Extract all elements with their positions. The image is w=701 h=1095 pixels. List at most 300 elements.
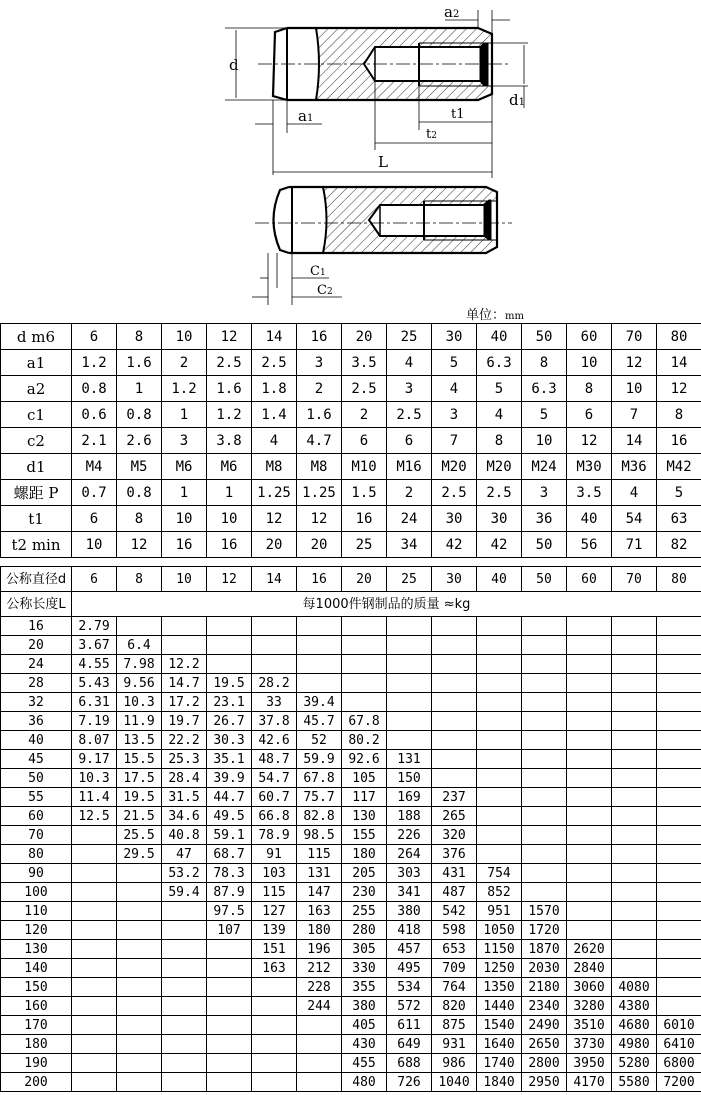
mass-cell [477, 750, 522, 769]
mass-cell [477, 693, 522, 712]
table-cell: M20 [432, 454, 477, 480]
mass-cell: 1150 [477, 940, 522, 959]
mass-cell [567, 731, 612, 750]
mass-cell: 7.19 [72, 712, 117, 731]
size-header-cell: 60 [567, 324, 612, 350]
mass-cell [117, 1054, 162, 1073]
mass-cell: 542 [432, 902, 477, 921]
table-cell: 10 [162, 506, 207, 532]
mass-cell [117, 997, 162, 1016]
mass-cell [117, 617, 162, 636]
mass-cell [207, 1016, 252, 1035]
table-cell: 6 [72, 506, 117, 532]
size-header-cell: 20 [342, 567, 387, 592]
mass-cell: 37.8 [252, 712, 297, 731]
mass-cell: 598 [432, 921, 477, 940]
table-cell: 5 [432, 350, 477, 376]
table-cell: 1.2 [162, 376, 207, 402]
mass-cell [432, 655, 477, 674]
mass-cell: 205 [342, 864, 387, 883]
mass-cell [72, 826, 117, 845]
table-cell: 1 [117, 376, 162, 402]
mass-cell: 82.8 [297, 807, 342, 826]
mass-cell: 457 [387, 940, 432, 959]
mass-cell: 7.98 [117, 655, 162, 674]
table-cell: M24 [522, 454, 567, 480]
mass-cell: 103 [252, 864, 297, 883]
table-cell: 16 [342, 506, 387, 532]
mass-cell: 115 [297, 845, 342, 864]
mass-cell [657, 617, 701, 636]
bottom-view [252, 187, 512, 305]
table-cell: 12 [657, 376, 701, 402]
mass-cell: 305 [342, 940, 387, 959]
mass-cell: 2650 [522, 1035, 567, 1054]
mass-cell [207, 655, 252, 674]
mass-cell: 87.9 [207, 883, 252, 902]
mass-cell [477, 826, 522, 845]
mass-cell [612, 655, 657, 674]
size-header-cell: 16 [297, 567, 342, 592]
table-row [1, 712, 701, 731]
table-cell: 5 [657, 480, 701, 506]
mass-cell [657, 883, 701, 902]
table-cell: 6 [342, 428, 387, 454]
mass-cell [612, 883, 657, 902]
table-row [1, 693, 701, 712]
table-cell: M30 [567, 454, 612, 480]
mass-cell: 42.6 [252, 731, 297, 750]
mass-cell [612, 807, 657, 826]
mass-cell [72, 864, 117, 883]
mass-cell: 754 [477, 864, 522, 883]
length-cell: 140 [1, 959, 72, 978]
row-label: d1 [1, 454, 72, 480]
mass-cell: 67.8 [297, 769, 342, 788]
length-cell: 100 [1, 883, 72, 902]
mass-cell: 155 [342, 826, 387, 845]
mass-cell: 303 [387, 864, 432, 883]
table-cell: 4 [612, 480, 657, 506]
size-header-cell: 70 [612, 567, 657, 592]
table-cell: 14 [657, 350, 701, 376]
mass-cell: 4380 [612, 997, 657, 1016]
mass-cell [117, 1035, 162, 1054]
length-cell: 40 [1, 731, 72, 750]
size-header-cell: 6 [72, 567, 117, 592]
mass-cell: 480 [342, 1073, 387, 1092]
mass-cell [522, 731, 567, 750]
mass-cell: 67.8 [342, 712, 387, 731]
table-cell: 3.5 [342, 350, 387, 376]
mass-cell [612, 921, 657, 940]
mass-cell [612, 769, 657, 788]
row-label: c1 [1, 402, 72, 428]
mass-cell: 66.8 [252, 807, 297, 826]
table-row [1, 997, 701, 1016]
length-cell: 190 [1, 1054, 72, 1073]
table-cell: 2.5 [477, 480, 522, 506]
mass-cell [162, 921, 207, 940]
table-cell: 1.4 [252, 402, 297, 428]
mass-cell: 2620 [567, 940, 612, 959]
table-row [1, 826, 701, 845]
mass-cell [612, 845, 657, 864]
mass-cell: 150 [387, 769, 432, 788]
table-cell: 3 [522, 480, 567, 506]
table-row [1, 940, 701, 959]
mass-cell: 26.7 [207, 712, 252, 731]
length-cell: 60 [1, 807, 72, 826]
mass-cell: 180 [297, 921, 342, 940]
mass-cell: 131 [387, 750, 432, 769]
table-cell: M4 [72, 454, 117, 480]
mass-cell [567, 769, 612, 788]
table-row [1, 750, 701, 769]
mass-cell [567, 693, 612, 712]
mass-cell [297, 636, 342, 655]
mass-cell: 60.7 [252, 788, 297, 807]
size-header-cell: 50 [522, 324, 567, 350]
label-d: d [229, 56, 239, 74]
mass-cell [207, 636, 252, 655]
mass-cell [432, 769, 477, 788]
mass-cell [612, 788, 657, 807]
table-row [1, 883, 701, 902]
table-cell: 42 [477, 532, 522, 558]
table-cell: 6.3 [477, 350, 522, 376]
mass-cell [567, 864, 612, 883]
mass-cell [342, 693, 387, 712]
length-cell: 170 [1, 1016, 72, 1035]
mass-cell [207, 1054, 252, 1073]
mass-cell [252, 1035, 297, 1054]
mass-cell: 3510 [567, 1016, 612, 1035]
mass-cell [567, 655, 612, 674]
mass-cell [477, 788, 522, 807]
mass-cell: 255 [342, 902, 387, 921]
mass-cell [117, 864, 162, 883]
table-row [1, 1073, 701, 1092]
mass-cell: 230 [342, 883, 387, 902]
table-cell: 7 [432, 428, 477, 454]
table-cell: 20 [297, 532, 342, 558]
mass-cell [297, 617, 342, 636]
mass-cell: 78.3 [207, 864, 252, 883]
mass-cell: 98.5 [297, 826, 342, 845]
size-header-cell: 25 [387, 324, 432, 350]
length-cell: 16 [1, 617, 72, 636]
table-cell: 1 [162, 480, 207, 506]
mass-cell: 34.6 [162, 807, 207, 826]
mass-cell: 931 [432, 1035, 477, 1054]
mass-cell: 25.3 [162, 750, 207, 769]
mass-cell: 572 [387, 997, 432, 1016]
mass-cell: 418 [387, 921, 432, 940]
table-cell: 6 [567, 402, 612, 428]
table-cell: 63 [657, 506, 701, 532]
table-cell: 8 [522, 350, 567, 376]
mass-cell [72, 1054, 117, 1073]
table-cell: M5 [117, 454, 162, 480]
mass-cell [477, 769, 522, 788]
size-header-cell: 30 [432, 324, 477, 350]
mass-cell: 376 [432, 845, 477, 864]
table-cell: 30 [432, 506, 477, 532]
table-cell: M8 [252, 454, 297, 480]
table-row [1, 655, 701, 674]
table-cell: 4 [387, 350, 432, 376]
mass-cell: 35.1 [207, 750, 252, 769]
mass-cell [567, 883, 612, 902]
mass-cell: 45.7 [297, 712, 342, 731]
mass-cell: 117 [342, 788, 387, 807]
mass-cell [657, 959, 701, 978]
mass-cell: 237 [432, 788, 477, 807]
mass-cell [567, 921, 612, 940]
length-cell: 110 [1, 902, 72, 921]
mass-cell [612, 617, 657, 636]
label-a2: a2 [444, 3, 460, 21]
table-row [1, 788, 701, 807]
mass-cell: 1570 [522, 902, 567, 921]
size-header-cell: 80 [657, 567, 701, 592]
mass-cell: 19.5 [117, 788, 162, 807]
table-cell: M8 [297, 454, 342, 480]
mass-cell: 611 [387, 1016, 432, 1035]
table-cell: 1.2 [207, 402, 252, 428]
mass-cell [477, 636, 522, 655]
mass-cell [162, 617, 207, 636]
table-cell: 3.5 [567, 480, 612, 506]
mass-cell [72, 959, 117, 978]
unit-note [466, 304, 524, 323]
length-cell: 45 [1, 750, 72, 769]
mass-cell [657, 845, 701, 864]
table-row [1, 617, 701, 636]
label-t1: t1 [451, 107, 465, 122]
mass-cell: 10.3 [117, 693, 162, 712]
table-cell: 2.6 [117, 428, 162, 454]
mass-cell [432, 617, 477, 636]
mass-cell: 52 [297, 731, 342, 750]
mass-cell [252, 978, 297, 997]
mass-cell [657, 902, 701, 921]
mass-cell: 2030 [522, 959, 567, 978]
mass-cell: 6010 [657, 1016, 701, 1035]
table-cell: 1 [207, 480, 252, 506]
dims-header-row [1, 324, 701, 350]
mass-cell [657, 921, 701, 940]
mass-cell [162, 902, 207, 921]
row-label: 螺距 P [1, 480, 72, 506]
mass-cell: 21.5 [117, 807, 162, 826]
label-c1: C1 [310, 264, 326, 279]
mass-cell: 107 [207, 921, 252, 940]
mass-cell [657, 693, 701, 712]
mass-cell: 6800 [657, 1054, 701, 1073]
mass-cell: 1740 [477, 1054, 522, 1073]
mass-cell: 19.7 [162, 712, 207, 731]
table-cell: 0.8 [117, 480, 162, 506]
mass-cell: 22.2 [162, 731, 207, 750]
mass-caption-row [1, 592, 701, 617]
mass-cell [342, 617, 387, 636]
table-row [1, 807, 701, 826]
mass-cell [657, 978, 701, 997]
mass-cell: 330 [342, 959, 387, 978]
table-row [1, 1016, 701, 1035]
mass-cell: 405 [342, 1016, 387, 1035]
mass-cell: 180 [342, 845, 387, 864]
mass-cell: 48.7 [252, 750, 297, 769]
mass-cell [252, 655, 297, 674]
table-cell: 1 [162, 402, 207, 428]
mass-cell [117, 959, 162, 978]
mass-cell [567, 712, 612, 731]
mass-cell [72, 940, 117, 959]
mass-cell [297, 1016, 342, 1035]
table-cell: 3 [387, 376, 432, 402]
table-cell: 10 [72, 532, 117, 558]
mass-cell [342, 636, 387, 655]
size-header-cell: 8 [117, 567, 162, 592]
table-cell: M36 [612, 454, 657, 480]
mass-cell [162, 1035, 207, 1054]
table-cell: 3 [432, 402, 477, 428]
mass-caption: 每1000件钢制品的质量 ≈kg [72, 592, 701, 617]
table-cell: M6 [162, 454, 207, 480]
mass-cell: 380 [342, 997, 387, 1016]
mass-cell: 3730 [567, 1035, 612, 1054]
table-cell: 1.6 [297, 402, 342, 428]
size-header-cell: 10 [162, 567, 207, 592]
mass-cell: 39.4 [297, 693, 342, 712]
table-cell: 8 [117, 506, 162, 532]
mass-cell [207, 959, 252, 978]
mass-cell [387, 655, 432, 674]
length-cell: 55 [1, 788, 72, 807]
mass-diameter-row [1, 567, 701, 592]
mass-cell: 2490 [522, 1016, 567, 1035]
dimensions-table [0, 323, 701, 558]
mass-cell [117, 1016, 162, 1035]
mass-cell [117, 902, 162, 921]
mass-cell: 7200 [657, 1073, 701, 1092]
mass-cell [207, 1073, 252, 1092]
table-cell: 10 [567, 350, 612, 376]
mass-cell [522, 693, 567, 712]
mass-cell [252, 617, 297, 636]
table-cell: 1.6 [207, 376, 252, 402]
mass-cell [207, 1035, 252, 1054]
mass-cell [477, 617, 522, 636]
mass-cell [612, 731, 657, 750]
mass-cell [567, 617, 612, 636]
mass-cell [657, 712, 701, 731]
mass-cell: 105 [342, 769, 387, 788]
mass-cell [117, 978, 162, 997]
table-cell: M10 [342, 454, 387, 480]
size-header-cell: 30 [432, 567, 477, 592]
mass-cell: 39.9 [207, 769, 252, 788]
table-cell: 12 [567, 428, 612, 454]
table-cell: 12 [297, 506, 342, 532]
table-cell: 36 [522, 506, 567, 532]
table-row [1, 1035, 701, 1054]
mass-cell: 1040 [432, 1073, 477, 1092]
size-header-cell: 16 [297, 324, 342, 350]
mass-cell [522, 769, 567, 788]
length-cell: 150 [1, 978, 72, 997]
length-cell: 180 [1, 1035, 72, 1054]
table-cell: M16 [387, 454, 432, 480]
mass-cell [522, 807, 567, 826]
mass-cell: 169 [387, 788, 432, 807]
mass-cell [72, 921, 117, 940]
table-cell: 2 [342, 402, 387, 428]
mass-cell: 688 [387, 1054, 432, 1073]
mass-cell: 1540 [477, 1016, 522, 1035]
size-header-cell: 14 [252, 567, 297, 592]
mass-cell: 28.2 [252, 674, 297, 693]
table-cell: 42 [432, 532, 477, 558]
mass-cell [72, 997, 117, 1016]
mass-cell [117, 940, 162, 959]
mass-cell [477, 845, 522, 864]
row-label: a1 [1, 350, 72, 376]
table-cell: 0.8 [117, 402, 162, 428]
mass-cell: 1440 [477, 997, 522, 1016]
mass-cell [252, 1016, 297, 1035]
mass-cell: 47 [162, 845, 207, 864]
mass-cell [387, 712, 432, 731]
length-label: 公称长度L [1, 592, 72, 617]
mass-cell: 4.55 [72, 655, 117, 674]
mass-cell [162, 978, 207, 997]
mass-cell [72, 978, 117, 997]
table-row [1, 402, 701, 428]
table-cell: 24 [387, 506, 432, 532]
table-cell: 2.5 [387, 402, 432, 428]
size-header-cell: 6 [72, 324, 117, 350]
mass-cell [657, 807, 701, 826]
mass-cell: 495 [387, 959, 432, 978]
mass-cell [612, 636, 657, 655]
mass-cell: 12.5 [72, 807, 117, 826]
length-cell: 50 [1, 769, 72, 788]
mass-cell: 33 [252, 693, 297, 712]
mass-cell [477, 807, 522, 826]
mass-cell [207, 617, 252, 636]
row-label: a2 [1, 376, 72, 402]
mass-cell [657, 750, 701, 769]
mass-cell: 455 [342, 1054, 387, 1073]
mass-cell: 31.5 [162, 788, 207, 807]
mass-cell [252, 1054, 297, 1073]
mass-cell: 228 [297, 978, 342, 997]
mass-cell: 1050 [477, 921, 522, 940]
mass-cell: 5.43 [72, 674, 117, 693]
table-cell: 50 [522, 532, 567, 558]
size-header-cell: 80 [657, 324, 701, 350]
mass-cell: 764 [432, 978, 477, 997]
table-cell: 25 [342, 532, 387, 558]
mass-cell: 188 [387, 807, 432, 826]
mass-cell [207, 978, 252, 997]
mass-cell [612, 750, 657, 769]
size-header-cell: 12 [207, 324, 252, 350]
